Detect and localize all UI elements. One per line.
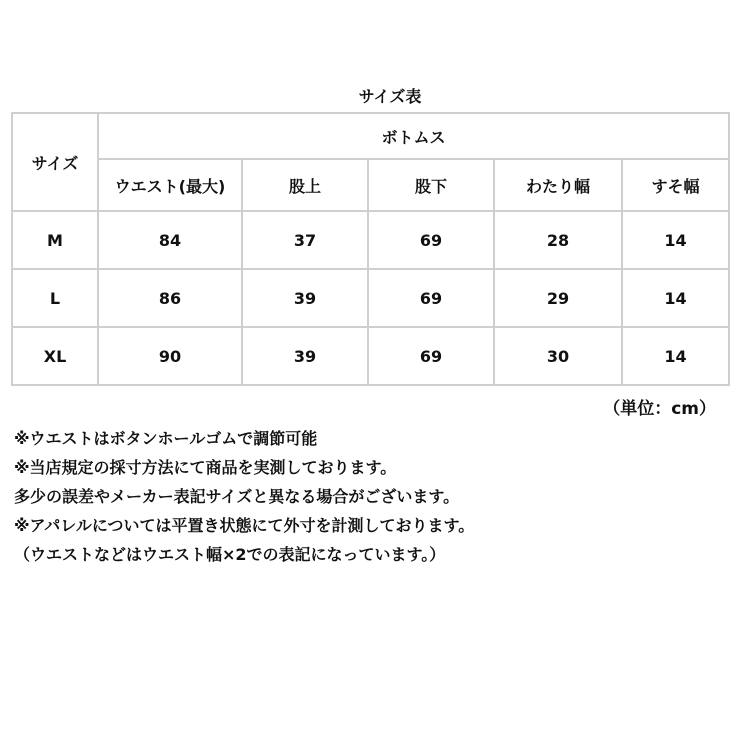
- rise-cell: 37: [242, 211, 368, 269]
- column-header-thigh-width: わたり幅: [494, 159, 622, 211]
- inseam-cell: 69: [368, 211, 494, 269]
- size-cell: L: [12, 269, 98, 327]
- column-header-rise: 股上: [242, 159, 368, 211]
- notes-section: [14, 430, 734, 575]
- column-header-waist: ウエスト(最大): [98, 159, 242, 211]
- note-line: ※当店規定の採寸方法にて商品を実測しております。: [14, 458, 397, 477]
- unit-label: （単位：cm）: [603, 399, 716, 419]
- waist-cell: 90: [98, 327, 242, 385]
- note-line: （ウエストなどはウエスト幅×2での表記になっています。）: [14, 545, 446, 564]
- hem-width-cell: 14: [622, 269, 729, 327]
- table-row: [12, 211, 729, 269]
- waist-cell: 84: [98, 211, 242, 269]
- thigh-width-cell: 30: [494, 327, 622, 385]
- hem-width-cell: 14: [622, 211, 729, 269]
- thigh-width-cell: 29: [494, 269, 622, 327]
- note-line: ※アパレルについては平置き状態にて外寸を計測しております。: [14, 516, 475, 535]
- size-table: [11, 112, 730, 386]
- table-group-header-row: [12, 113, 729, 159]
- column-header-inseam: 股下: [368, 159, 494, 211]
- size-cell: XL: [12, 327, 98, 385]
- page-title: サイズ表: [358, 87, 422, 106]
- hem-width-cell: 14: [622, 327, 729, 385]
- note-line: ※ウエストはボタンホールゴムで調節可能: [14, 429, 318, 448]
- waist-cell: 86: [98, 269, 242, 327]
- size-column-header: サイズ: [12, 113, 98, 211]
- table-column-header-row: [12, 159, 729, 211]
- inseam-cell: 69: [368, 269, 494, 327]
- table-row: [12, 327, 729, 385]
- thigh-width-cell: 28: [494, 211, 622, 269]
- note-line: 多少の誤差やメーカー表記サイズと異なる場合がございます。: [14, 487, 460, 506]
- rise-cell: 39: [242, 327, 368, 385]
- inseam-cell: 69: [368, 327, 494, 385]
- table-row: [12, 269, 729, 327]
- column-header-hem-width: すそ幅: [622, 159, 729, 211]
- rise-cell: 39: [242, 269, 368, 327]
- bottoms-group-header: ボトムス: [98, 113, 729, 159]
- size-cell: M: [12, 211, 98, 269]
